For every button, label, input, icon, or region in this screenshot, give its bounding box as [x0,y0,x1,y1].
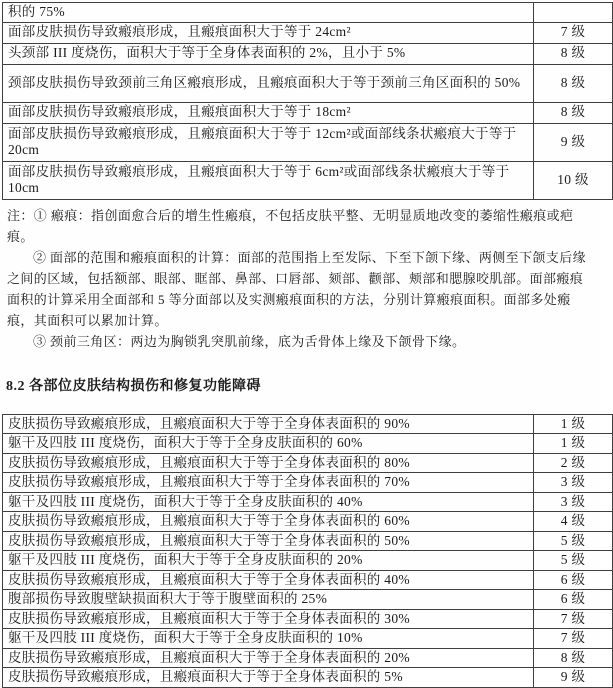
criteria-cell: 躯干及四肢 III 度烧伤，面积大于等于全身皮肤面积的 20% [3,551,534,571]
criteria-cell: 颈部皮肤损伤导致颈前三角区瘢痕形成，且瘢痕面积大于等于颈前三角区面积的 50% [3,64,534,102]
grade-cell: 8 级 [534,64,613,102]
criteria-cell: 面部皮肤损伤导致瘢痕形成，且瘢痕面积大于等于 18cm² [3,102,534,123]
grade-cell: 9 级 [534,668,613,688]
criteria-cell: 皮肤损伤导致瘢痕形成，且瘢痕面积大于等于全身体表面积的 40% [3,570,534,590]
table-row [3,629,613,649]
grade-cell [534,3,613,23]
note-paragraph-1: 注：① 瘢痕：指创面愈合后的增生性瘢痕，不包括皮肤平整、无明显质地改变的萎缩性瘢痕或疤痕。 [7,207,574,244]
table-row [3,648,613,668]
criteria-cell: 腹部损伤导致腹壁缺损面积大于等于腹壁面积的 25% [3,590,534,610]
grade-cell: 5 级 [534,551,613,571]
grade-cell: 7 级 [534,609,613,629]
criteria-cell: 躯干及四肢 III 度烧伤，面积大于等于全身皮肤面积的 10% [3,629,534,649]
grade-cell: 10 级 [534,161,613,199]
criteria-cell: 躯干及四肢 III 度烧伤，面积大于等于全身皮肤面积的 60% [3,434,534,454]
table-row [3,64,613,102]
table-row [3,492,613,512]
grade-cell: 3 级 [534,473,613,493]
grade-cell: 4 级 [534,512,613,532]
criteria-cell: 头颈部 III 度烧伤，面积大于等于全身体表面积的 2%，且小于 5% [3,43,534,64]
table-row [3,453,613,473]
facial-scar-grading-table [2,2,613,200]
table-row [3,161,613,199]
body-skin-grading-table [2,414,613,688]
grade-cell: 1 级 [534,434,613,454]
criteria-cell: 皮肤损伤导致瘢痕形成，且瘢痕面积大于等于全身体表面积的 60% [3,512,534,532]
grade-cell: 6 级 [534,590,613,610]
criteria-cell: 面部皮肤损伤导致瘢痕形成，且瘢痕面积大于等于 24cm² [3,22,534,43]
grade-cell: 7 级 [534,22,613,43]
grade-cell: 5 级 [534,531,613,551]
table-row [3,609,613,629]
note-paragraph-3: ③ 颈前三角区：两边为胸锁乳突肌前缘，底为舌骨体上缘及下颌骨下缘。 [33,333,466,349]
criteria-cell: 躯干及四肢 III 度烧伤，面积大于等于全身皮肤面积的 40% [3,492,534,512]
criteria-cell: 面部皮肤损伤导致瘢痕形成，且瘢痕面积大于等于 6cm²或面部线条状瘢痕大于等于 10cm [3,161,534,199]
table-row [3,531,613,551]
grade-cell: 8 级 [534,648,613,668]
grade-cell: 9 级 [534,123,613,161]
criteria-cell: 皮肤损伤导致瘢痕形成，且瘢痕面积大于等于全身体表面积的 80% [3,453,534,473]
grade-cell: 1 级 [534,414,613,434]
grade-cell: 8 级 [534,102,613,123]
grade-cell: 2 级 [534,453,613,473]
document-page [0,2,600,684]
criteria-cell: 皮肤损伤导致瘢痕形成，且瘢痕面积大于等于全身体表面积的 5% [3,668,534,688]
section-heading: 8.2 各部位皮肤结构损伤和修复功能障碍 [6,378,261,394]
table-row [3,123,613,161]
table-row [3,102,613,123]
table-row [3,3,613,23]
grade-cell: 6 级 [534,570,613,590]
table-row [3,590,613,610]
note-paragraph-2: ② 面部的范围和瘢痕面积的计算：面部的范围指上至发际、下至下颌下缘、两侧至下颌支后缘之间的区域，包括额部、眼部、眶部、鼻部、口唇部、颏部、颧部、颊部和腮腺咬肌部。面部瘢痕面积的计算采用全面部和 5 等分面部以及实测瘢痕面积的方法，分别计算瘢痕面积。面部多处瘢痕，其面积可以累加计算。 [7,249,587,328]
table-row [3,570,613,590]
table-row [3,551,613,571]
grade-cell: 8 级 [534,43,613,64]
criteria-cell: 积的 75% [3,3,534,23]
criteria-cell: 皮肤损伤导致瘢痕形成，且瘢痕面积大于等于全身体表面积的 70% [3,473,534,493]
criteria-cell: 皮肤损伤导致瘢痕形成，且瘢痕面积大于等于全身体表面积的 50% [3,531,534,551]
table-row [3,473,613,493]
criteria-cell: 皮肤损伤导致瘢痕形成，且瘢痕面积大于等于全身体表面积的 20% [3,648,534,668]
table-row [3,434,613,454]
criteria-cell: 面部皮肤损伤导致瘢痕形成，且瘢痕面积大于等于 12cm²或面部线条状瘢痕大于等于 20cm [3,123,534,161]
grade-cell: 7 级 [534,629,613,649]
table-row [3,22,613,43]
table-row [3,668,613,688]
notes-block [7,205,593,352]
table-row [3,512,613,532]
table-row [3,43,613,64]
grade-cell: 3 级 [534,492,613,512]
criteria-cell: 皮肤损伤导致瘢痕形成，且瘢痕面积大于等于全身体表面积的 30% [3,609,534,629]
table-row [3,414,613,434]
criteria-cell: 皮肤损伤导致瘢痕形成，且瘢痕面积大于等于全身体表面积的 90% [3,414,534,434]
